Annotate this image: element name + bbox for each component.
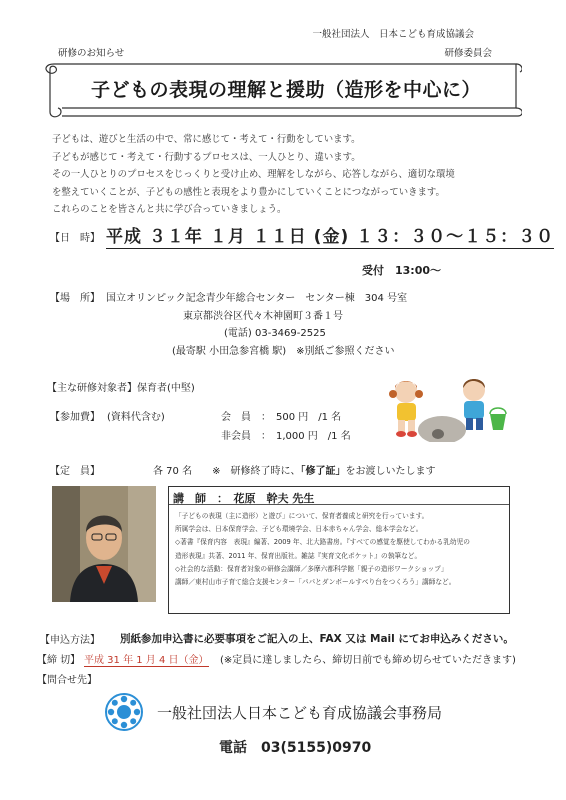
capacity-label: 【定 員】	[50, 466, 100, 477]
lecturer-bio-line: ◇社会的な活動：保育者対象の研修会講師／多摩六都科学館「親子の造形ワークショップ」	[175, 564, 448, 573]
venue-station: (最寄駅 小田急参宮橋 駅) ※別紙ご参照ください	[172, 346, 395, 357]
lecturer-heading: 講 師 ： 花原 幹夫 先生	[169, 487, 509, 505]
fee-member: 会 員 ： 500 円 /1 名	[221, 412, 342, 423]
deadline-date: 平成 31 年 1 月 4 日（金）	[84, 651, 209, 667]
venue-phone: (電話) 03-3469-2525	[224, 328, 326, 339]
lecturer-bio-line: 造形表現』共著、2011 年、保育出版社。雑誌『実育文化ポケット』の執筆など。	[175, 551, 422, 560]
intro-line: 子どもが感じて・考えて・行動するプロセスは、一人ひとり、違います。	[52, 151, 361, 163]
capacity-value	[153, 462, 435, 477]
contact-phone: 電話 03(5155)0970	[219, 740, 372, 756]
title-banner	[40, 60, 522, 118]
venue-address: 東京都渋谷区代々木神園町３番１号	[183, 311, 343, 322]
page-title: 子どもの表現の理解と援助（造形を中心に）	[90, 79, 481, 101]
lecturer-photo	[52, 486, 156, 602]
committee-name: 研修委員会	[444, 48, 492, 59]
organization-name: 一般社団法人 日本こども育成協議会	[312, 29, 474, 40]
deadline-label: 【締 切】	[37, 655, 81, 666]
venue-name: 国立オリンピック記念青少年総合センター センター棟 304 号室	[106, 293, 408, 304]
capacity-suffix: をお渡しいたします	[345, 466, 436, 477]
contact-organization: 一般社団法人日本こども育成協議会事務局	[157, 704, 443, 722]
lecturer-bio-line: 「子どもの表現（主に造形）と遊び」について、保育者養成と研究を行っています。	[175, 512, 429, 520]
notice-label: 研修のお知らせ	[58, 48, 125, 59]
apply-label: 【申込方法】	[40, 635, 100, 646]
intro-line: その一人ひとりのプロセスをじっくりと受け止め、理解をしながら、応答しながら、適切な環境	[52, 169, 455, 180]
lecturer-bio-line: 所属学会は、日本保育学会、子ども環境学会、日本赤ちゃん学会、総本学会など。	[175, 525, 423, 534]
date-value: 平成 ３１年 １月 １１日 (金) １３：３０～１５：３０	[106, 222, 554, 249]
intro-line: 子どもは、遊びと生活の中で、常に感じて・考えて・行動をしています。	[52, 134, 361, 145]
lecturer-box	[168, 486, 510, 614]
fee-nonmember: 非会員 ： 1,000 円 /1 名	[221, 431, 351, 442]
lecturer-bio-line: ◇著書『保育内容 表現』編著、2009 年、北大路書房。『すべての感覚を駆使してわかる乳幼児の	[175, 538, 470, 547]
place-label: 【場 所】	[50, 293, 100, 304]
lecturer-bio	[175, 510, 507, 589]
date-label: 【日 時】	[50, 233, 100, 244]
organization-logo-icon	[104, 692, 144, 732]
intro-line: を整えていくことが、子どもの感性と表現をより豊かにしていくことにつながっていきます。	[52, 186, 445, 198]
certificate-emphasis: 「修了証」	[300, 466, 346, 477]
fee-note: (資料代含む)	[107, 412, 165, 423]
lecturer-bio-line: 講師／東村山市子育て総合支援センター「パパとダンボールすべり台をつくろう」講師など。	[175, 578, 456, 587]
capacity-text: 各 70 名 ※ 研修終了時に、	[153, 466, 301, 477]
reception-time: 受付 13:00～	[362, 264, 442, 277]
apply-method: 別紙参加申込書に必要事項をご記入の上、FAX 又は Mail にてお申込みください。	[120, 633, 514, 645]
intro-line: これらのことを皆さんと共に学び合っていきましょう。	[52, 204, 287, 215]
contact-label: 【問合せ先】	[37, 675, 97, 686]
children-illustration	[382, 372, 514, 442]
intro-text	[52, 131, 522, 219]
deadline-note: (※定員に達しましたら、締切日前でも締め切らせていただきます)	[220, 655, 516, 666]
target-audience: 【主な研修対象者】保育者(中堅)	[47, 383, 195, 394]
fee-label: 【参加費】	[50, 412, 100, 423]
